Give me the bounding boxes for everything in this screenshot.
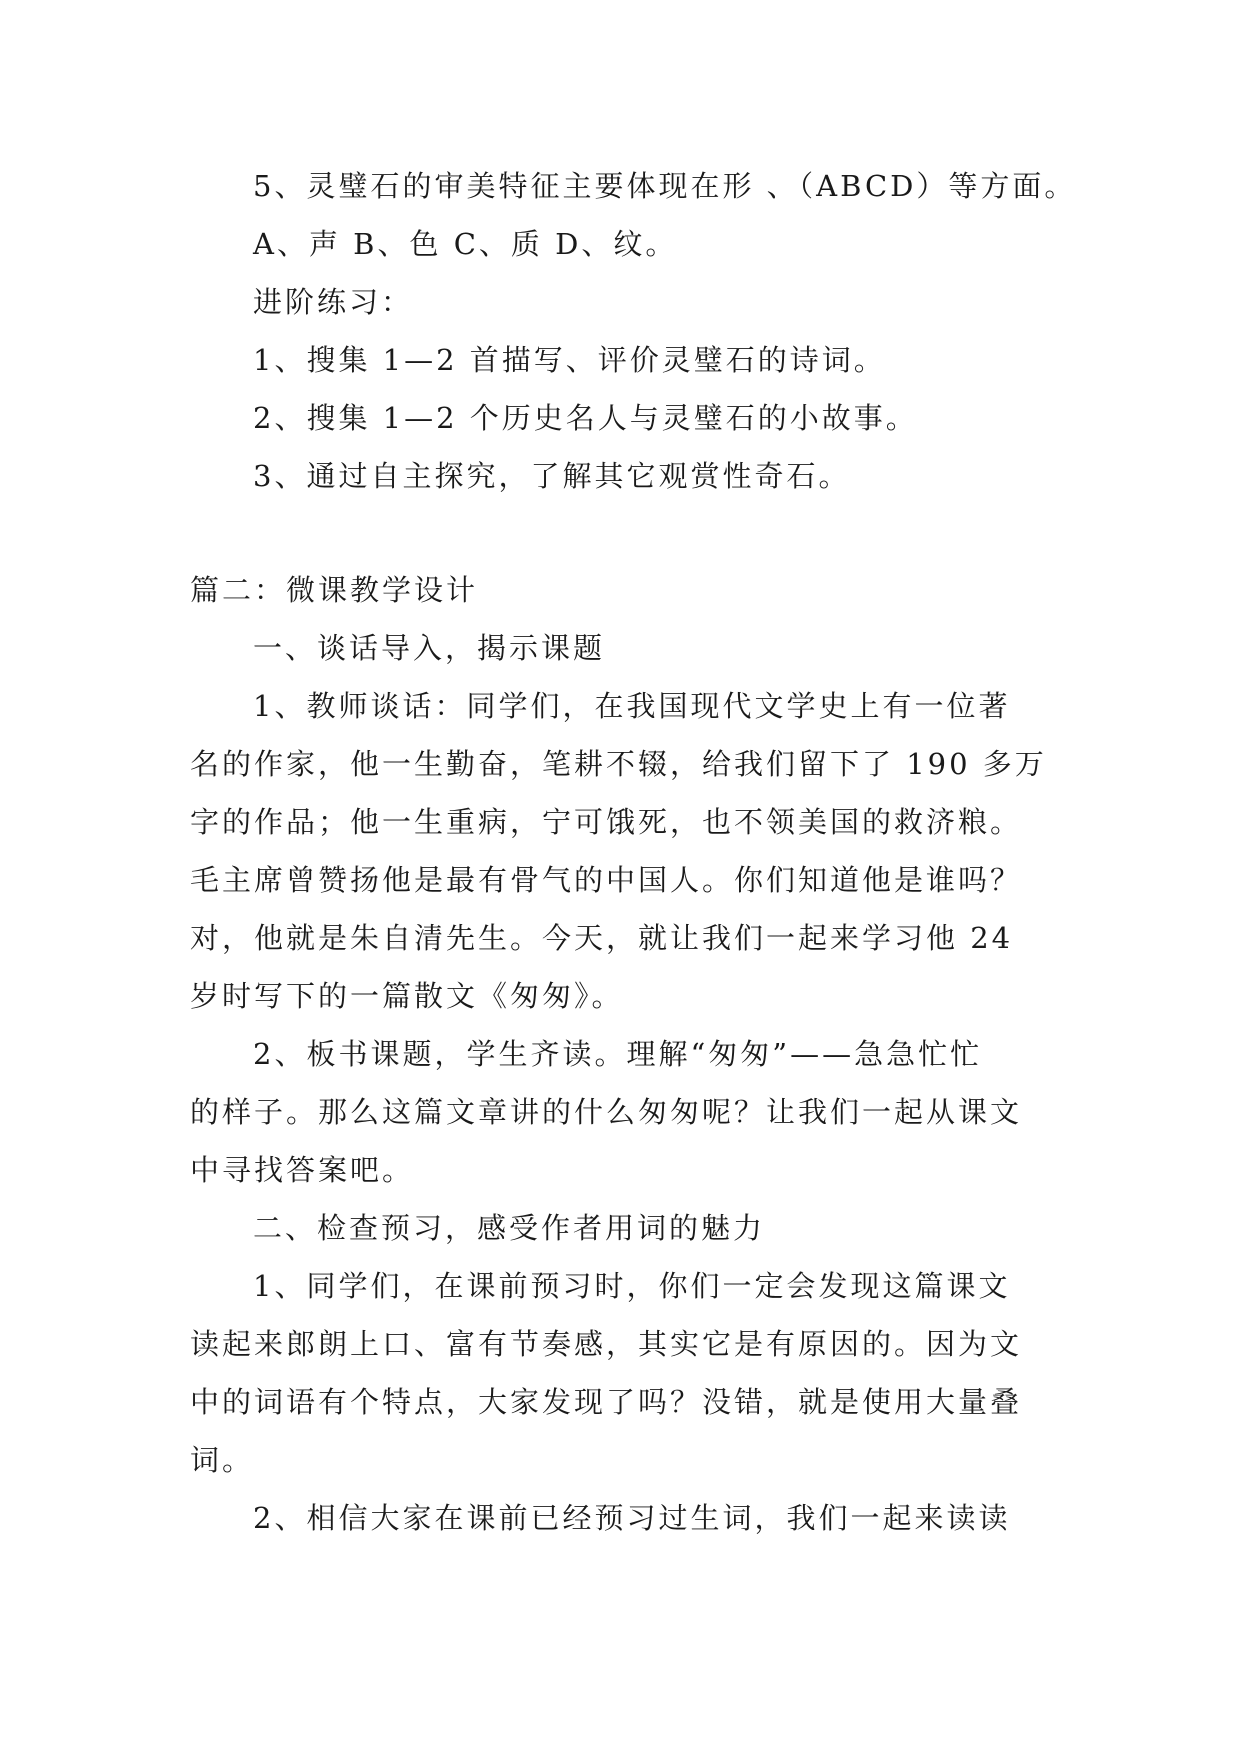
practice-item-2: 2、搜集 1—2 个历史名人与灵璧石的小故事。: [253, 401, 918, 435]
section-heading-1: 一、谈话导入，揭示课题: [253, 631, 606, 665]
question-5-options: A、声 B、色 C、质 D、纹。: [253, 227, 678, 261]
paragraph-line: 1、同学们，在课前预习时，你们一定会发现这篇课文: [253, 1269, 1011, 1303]
paragraph-line: 1、教师谈话：同学们，在我国现代文学史上有一位著: [253, 689, 1011, 723]
paragraph-line: 词。: [190, 1443, 255, 1477]
paragraph-line: 读起来郎朗上口、富有节奏感，其实它是有原因的。因为文: [190, 1327, 1023, 1361]
paragraph-line: 的样子。那么这篇文章讲的什么匆匆呢？让我们一起从课文: [190, 1095, 1023, 1129]
section-heading-2: 二、检查预习，感受作者用词的魅力: [253, 1211, 766, 1245]
paragraph-line: 中的词语有个特点，大家发现了吗？没错，就是使用大量叠: [190, 1385, 1023, 1419]
paragraph-line: 中寻找答案吧。: [190, 1153, 415, 1187]
paragraph-line: 名的作家，他一生勤奋，笔耕不辍，给我们留下了 190 多万: [190, 747, 1047, 781]
paragraph-line: 2、相信大家在课前已经预习过生词，我们一起来读读: [253, 1501, 1011, 1535]
practice-item-1: 1、搜集 1—2 首描写、评价灵璧石的诗词。: [253, 343, 886, 377]
question-5: 5、灵璧石的审美特征主要体现在形 、（ABCD）等方面。: [253, 169, 1077, 203]
section-title: 篇二：微课教学设计: [190, 573, 479, 607]
paragraph-line: 对，他就是朱自清先生。今天，就让我们一起来学习他 24: [190, 921, 1014, 955]
paragraph-line: 毛主席曾赞扬他是最有骨气的中国人。你们知道他是谁吗？: [190, 863, 1023, 897]
paragraph-line: 字的作品；他一生重病，宁可饿死，也不领美国的救济粮。: [190, 805, 1023, 839]
paragraph-line: 岁时写下的一篇散文《匆匆》。: [190, 979, 624, 1013]
paragraph-line: 2、板书课题，学生齐读。理解“匆匆”——急急忙忙: [253, 1037, 983, 1071]
practice-item-3: 3、通过自主探究，了解其它观赏性奇石。: [253, 459, 851, 493]
advanced-practice-heading: 进阶练习：: [253, 285, 414, 319]
